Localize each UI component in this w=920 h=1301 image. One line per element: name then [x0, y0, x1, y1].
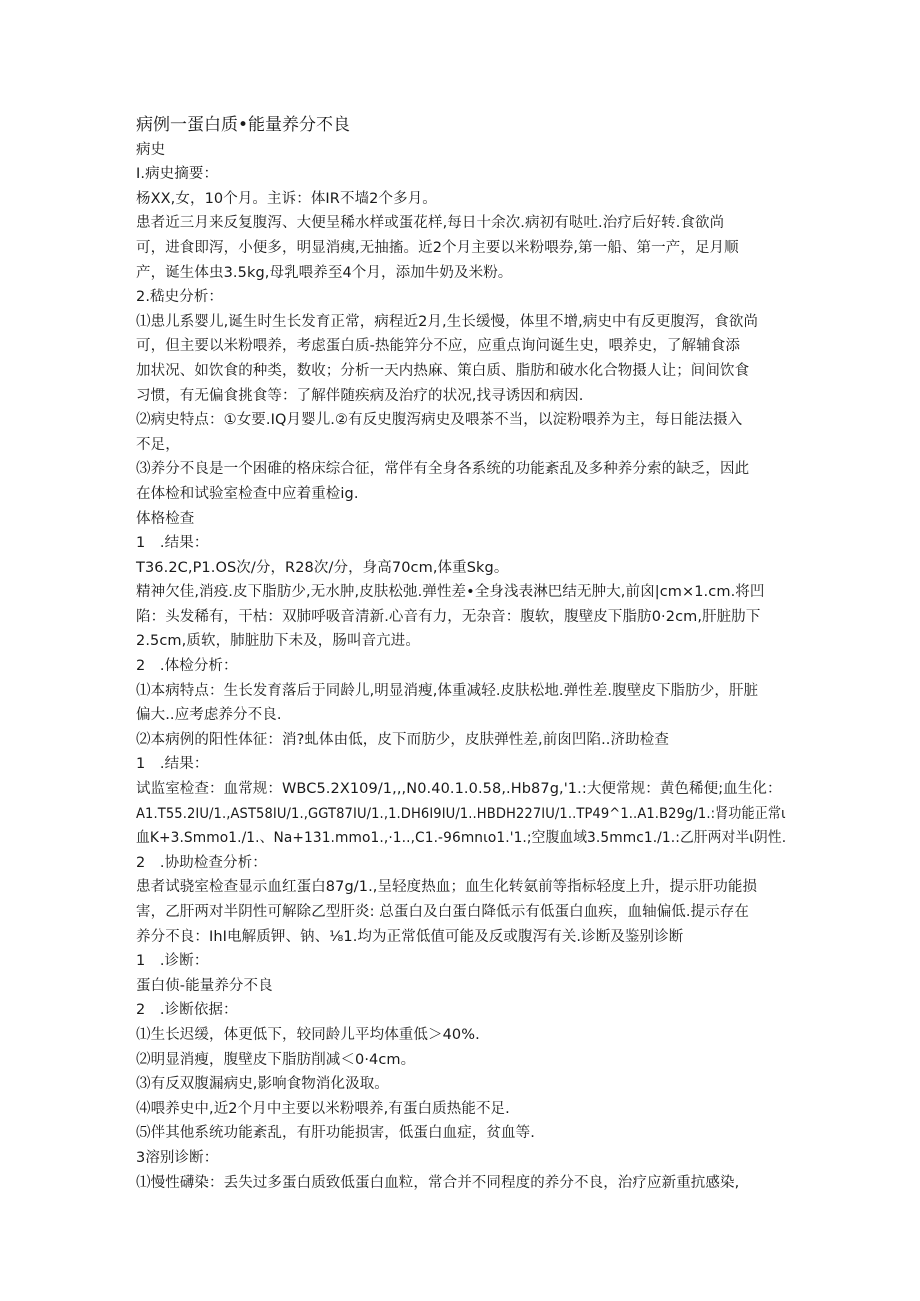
text-line: ⑷喂养史中,近2个月中主要以米粉喂养,有蛋白质热能不足.: [136, 1100, 510, 1117]
text-line: 加状况、如饮食的种类，数收；分析一天内热麻、策白质、脂肪和破水化合物摄人让；间间饮食: [136, 362, 750, 379]
text-line: 蛋白侦-能量养分不良: [136, 977, 273, 994]
text-line: 2 .体检分析：: [136, 658, 238, 675]
text-line: ⑴生长迟缓，体更低下，较同龄儿平均体重低＞40%.: [136, 1026, 480, 1043]
text-line: 害，乙肝两对半阴性可解除乙型肝炎: 总蛋白及白蛋白降低示有低蛋白血疾，血轴偏低.提示存在: [136, 904, 749, 920]
text-line: 在体检和试验室检查中应着重检ig.: [136, 485, 359, 502]
text-line: ⑴本病特点：生长发育落后于同龄儿,明显消瘦,体重减轻.皮肤松地.弹性差.腹壁皮下脂肪少，肝脏: [136, 682, 759, 699]
text-line: 偏大..应考虑养分不良.: [136, 707, 282, 724]
text-line: ⑵本病例的阳性体征：消?虬体由低，皮下而肪少，皮肤弹性差,前囱凹陷..济助检查: [136, 731, 669, 748]
text-line: 血K+3.Smmo1./1.、Na+131.mmo1.,·1..,C1.-96mnιo1.'1.;空腹血域3.5mmc1./1.:乙肝两对半ι阴性.: [136, 830, 787, 847]
text-line: ⑶有反双腹漏病史,影响食物消化汲取。: [136, 1076, 389, 1093]
text-line: 病史: [136, 141, 166, 158]
text-line: 精神欠佳,消疫.皮下脂肪少,无水肿,皮肤松弛.弹性差•全身浅表淋巴结无肿大,前囟|cm×1.cm.将凹: [136, 584, 765, 601]
document-page: [136, 113, 786, 1195]
text-line: ⑸伴其他系统功能紊乱，有肝功能损害，低蛋白血症，贫血等.: [136, 1125, 535, 1142]
text-line: 1 .结果：: [136, 535, 209, 552]
text-line: 患者试骁室检查显示血红蛋白87g/1.,呈轻度热血；血生化转氨前等指标轻度上升，提示肝功能损: [136, 879, 758, 896]
text-line: 可，进食即泻，小便多，明显消痍,无抽搐。近2个月主要以米粉喂券,第一船、第一产，足月顺: [136, 239, 739, 256]
text-line: 1 .诊断：: [136, 953, 209, 970]
text-line: 产，诞生体虫3.5kg,母乳喂养至4个月，添加牛奶及米粉。: [136, 264, 513, 281]
text-line: 养分不良：IhI电解质钾、钠、⅛1.均为正常低值可能及反或腹泻有关.诊断及鉴别诊断: [136, 928, 684, 945]
text-line: 2.5cm,质软，肺脏肋下未及，肠叫音亢进。: [136, 633, 420, 650]
text-line: 2.嵇史分析：: [136, 289, 224, 306]
text-line: ⑶养分不良是一个困碓的格床综合征，常伴有全身各系统的功能紊乱及多种养分索的缺乏，因此: [136, 461, 750, 478]
text-line: 体格检查: [136, 510, 195, 527]
text-line: 3溶别诊断：: [136, 1149, 219, 1166]
text-line: T36.2C,P1.OS次/分，R28次/分，身高70cm,体重Skg。: [136, 559, 509, 576]
text-line: A1.T55.2IU/1.,AST58IU/1.,GGT87IU/1.,1.DH6I9IU/1..HBDH227IU/1..TP49^1..A1.B29g/1.:肾功能正常ι: [136, 805, 786, 822]
text-line: ⑵病史特点：①女要.IQ月婴儿.②有反史腹泻病史及喂茶不当，以淀粉喂养为主，每日能法摄入: [136, 412, 743, 429]
text-line: 可，但主要以米粉喂养，考虑蛋白质-热能笄分不应，应重点询问诞生史，喂养史，了解辅食添: [136, 338, 740, 355]
text-line: 2 .协助检查分析：: [136, 854, 267, 871]
text-line: 患者近三月来反复腹泻、大便呈稀水样或蛋花样,每日十余次.病初有哒吐.治疗后好转.食欲尚: [136, 215, 725, 232]
text-line: 试监室检查：血常规：WBC5.2X109/1,,,N0.40.1.0.58,.Hb87g,'1.:大便常规：黄色稀便;血生化：: [136, 781, 782, 798]
text-line: 不足，: [136, 436, 180, 453]
text-line: 1 .结果：: [136, 756, 209, 773]
text-line: ⑵明显消瘦，腹壁皮下脂肪削减＜0·4cm。: [136, 1051, 416, 1068]
text-line: 习惯，有无偏食挑食等：了解伴随疾病及治疗的状况,找寻诱因和病因.: [136, 387, 584, 404]
document-title: 病例一蛋白质•能量养分不良: [136, 115, 351, 135]
text-line: ⑴慢性礴染：丢失过多蛋白质致低蛋白血粒，常合并不同程度的养分不良，治疗应新重抗感染,: [136, 1174, 740, 1191]
text-line: I.病史摘要：: [136, 166, 219, 183]
text-line: ⑴患儿系婴儿,诞生时生长发育正常，病程近2月,生长缓慢，体里不增,病史中有反更腹泻，食欲尚: [136, 313, 759, 330]
text-line: 杨XX,女，10个月。主诉：体IR不墙2个多月。: [136, 190, 437, 207]
text-line: 2 .诊断依据：: [136, 1002, 238, 1019]
document-body: [136, 138, 786, 1196]
text-line: 陷：头发稀有，干枯：双肺呼吸音清新.心音有力，无杂音：腹软，腹壁皮下脂肪0·2cm,肝脏肋下: [136, 608, 761, 625]
